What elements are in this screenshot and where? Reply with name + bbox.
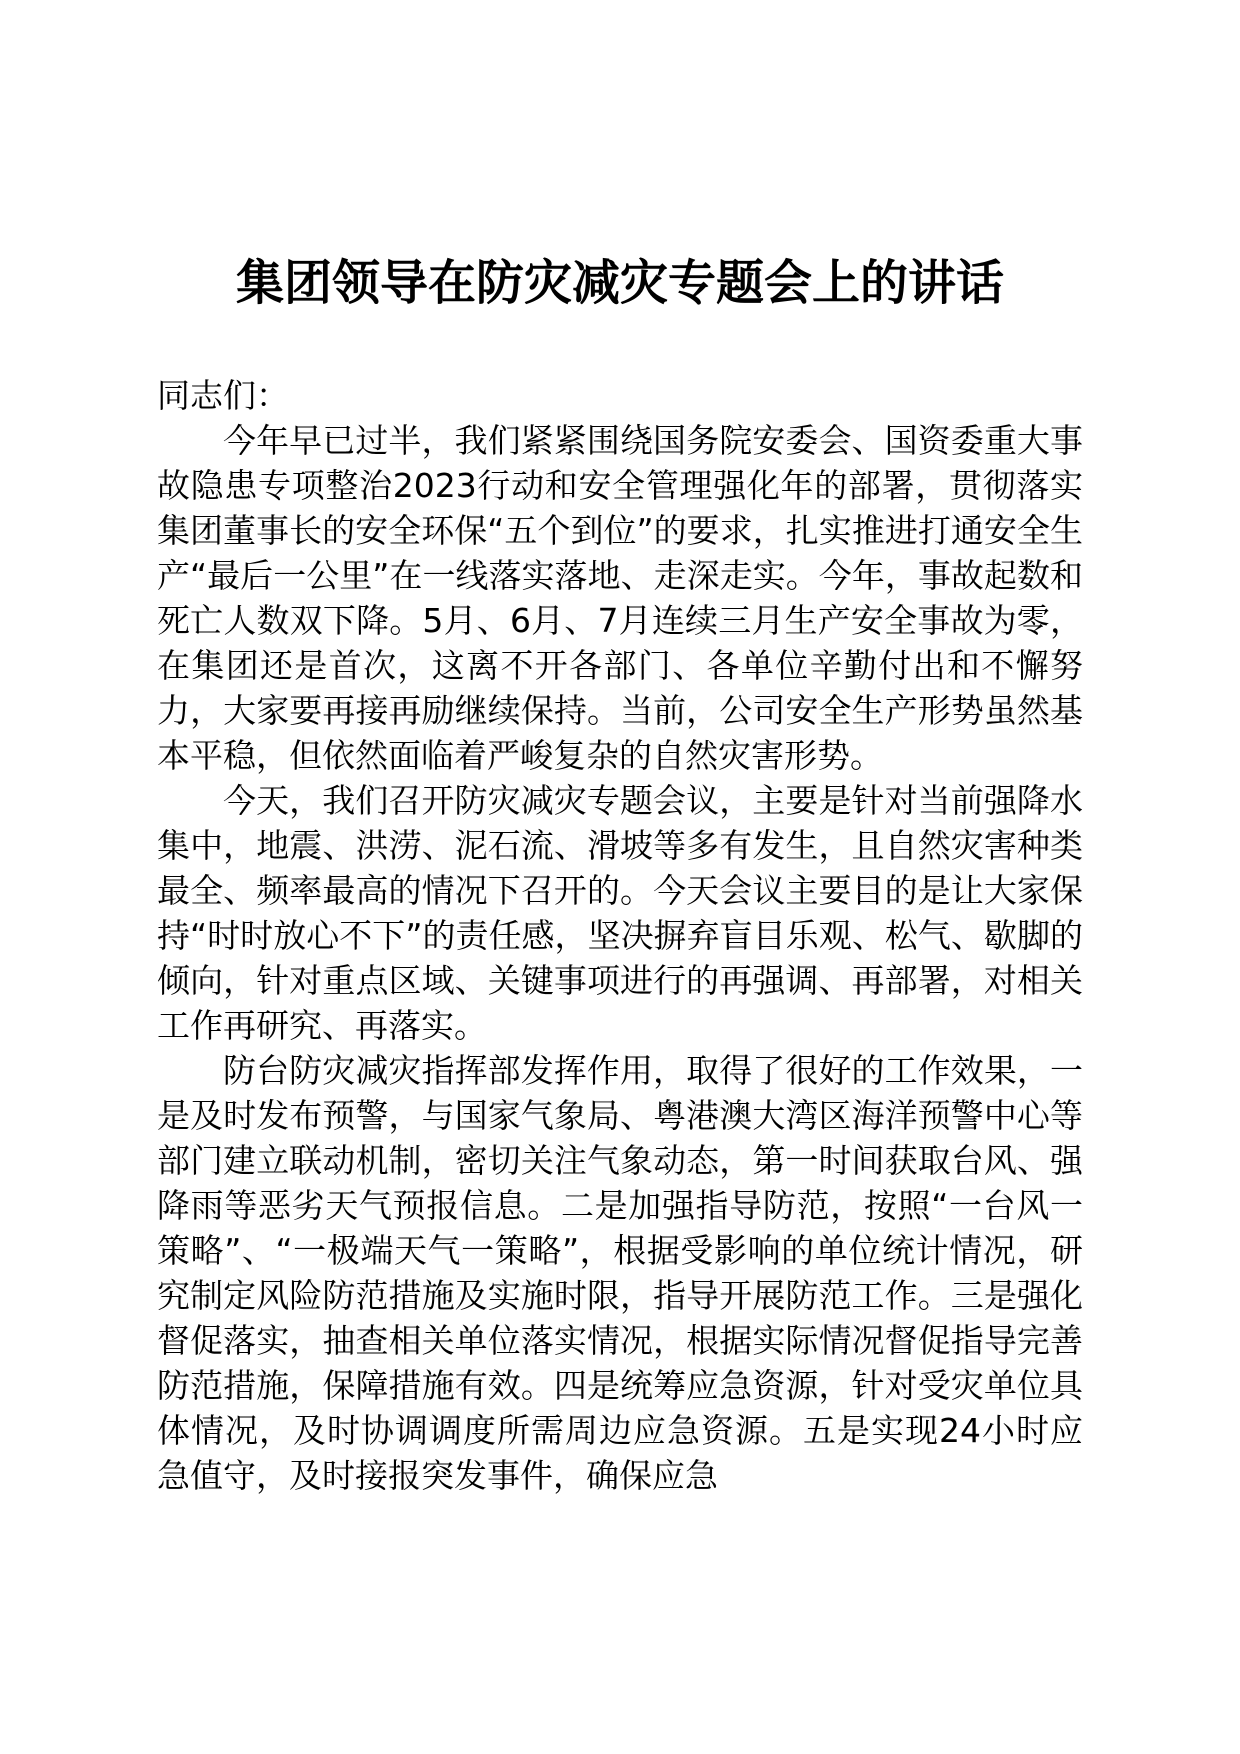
paragraph-3: 防台防灾减灾指挥部发挥作用，取得了很好的工作效果，一是及时发布预警，与国家气象局、粤港澳大湾区海洋预警中心等部门建立联动机制，密切关注气象动态，第一时间获取台风、强降雨等恶劣天气预报信息。二是加强指导防范，按照“一台风一策略”、“一极端天气一策略”，根据受影响的单位统计情况，研究制定风险防范措施及实施时限，指导开展防范工作。三是强化督促落实，抽查相关单位落实情况，根据实际情况督促指导完善防范措施，保障措施有效。四是统筹应急资源，针对受灾单位具体情况，及时协调调度所需周边应急资源。五是实现24小时应急值守，及时接报突发事件，确保应急 [157, 1051, 1083, 1495]
paragraph-1: 今年早已过半，我们紧紧围绕国务院安委会、国资委重大事故隐患专项整治2023行动和安全管理强化年的部署，贯彻落实集团董事长的安全环保“五个到位”的要求，扎实推进打通安全生产“最后一公里”在一线落实落地、走深走实。今年，事故起数和死亡人数双下降。5月、6月、7月连续三月生产安全事故为零，在集团还是首次，这离不开各部门、各单位辛勤付出和不懈努力，大家要再接再励继续保持。当前，公司安全生产形势虽然基本平稳，但依然面临着严峻复杂的自然灾害形势。 [157, 421, 1083, 775]
salutation: 同志们： [157, 376, 289, 415]
speech-body [157, 373, 1083, 1498]
paragraph-2: 今天，我们召开防灾减灾专题会议，主要是针对当前强降水集中，地震、洪涝、泥石流、滑坡等多有发生，且自然灾害种类最全、频率最高的情况下召开的。今天会议主要目的是让大家保持“时时放心不下”的责任感，坚决摒弃盲目乐观、松气、歇脚的倾向，针对重点区域、关键事项进行的再强调、再部署，对相关工作再研究、再落实。 [157, 781, 1083, 1045]
page-title: 集团领导在防灾减灾专题会上的讲话 [235, 255, 1004, 311]
